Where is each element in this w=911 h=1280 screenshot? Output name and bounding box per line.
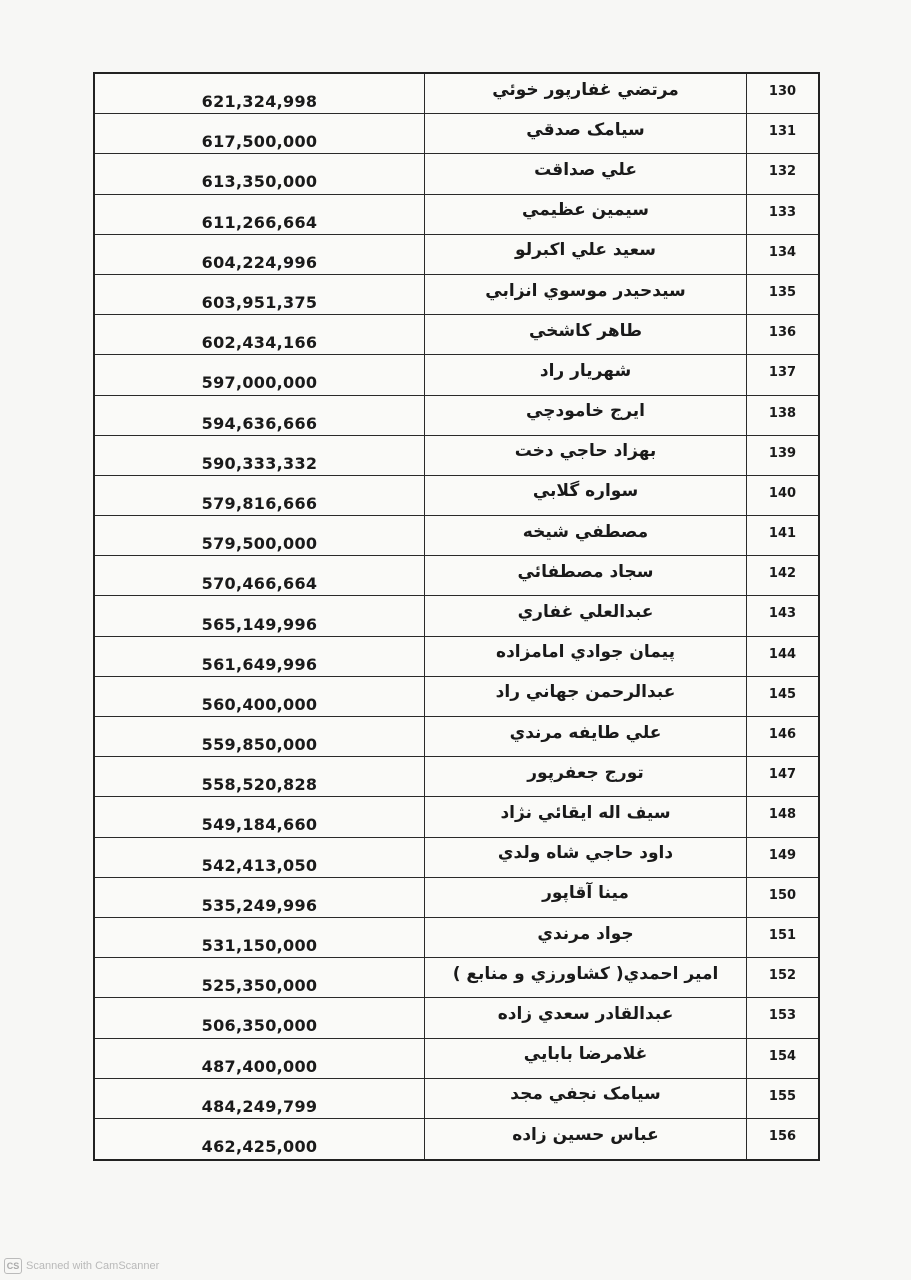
row-number-cell: 140 [768, 485, 797, 501]
amount-cell: 603,951,375 [95, 275, 425, 314]
row-number-cell: 156 [768, 1128, 797, 1144]
table-row [95, 596, 818, 636]
amount-cell: 579,816,666 [95, 476, 425, 515]
name-cell: شهريار راد [425, 355, 747, 394]
amount-cell: 590,333,332 [95, 436, 425, 475]
table-row [95, 1039, 818, 1079]
name-cell: عباس حسين زاده [425, 1119, 747, 1159]
amount-cell: 549,184,660 [95, 797, 425, 836]
name-cell: امير احمدي( کشاورزي و منابع ) [425, 958, 747, 997]
name-cell: سيف اله ايقائي نژاد [425, 797, 747, 836]
name-cell: سواره گلابي [425, 476, 747, 515]
table-row [95, 918, 818, 958]
row-number-cell: 133 [768, 204, 797, 220]
amount-cell: 531,150,000 [95, 918, 425, 957]
row-number-cell: 150 [768, 887, 797, 903]
amount-cell: 558,520,828 [95, 757, 425, 796]
row-number-cell: 147 [768, 767, 797, 783]
table-row [95, 958, 818, 998]
row-number-cell: 136 [768, 325, 797, 341]
row-number-cell: 134 [768, 244, 797, 260]
amount-cell: 617,500,000 [95, 114, 425, 153]
table-row [95, 74, 818, 114]
table-row [95, 1119, 818, 1159]
name-cell: مصطفي شيخه [425, 516, 747, 555]
amount-cell: 613,350,000 [95, 154, 425, 193]
name-cell: علي طايفه مرندي [425, 717, 747, 756]
name-cell: جواد مرندي [425, 918, 747, 957]
table-row [95, 195, 818, 235]
name-cell: سيامک نجفي مجد [425, 1079, 747, 1118]
name-cell: مرتضي غفارپور خوئي [425, 74, 747, 113]
row-number-cell: 132 [768, 164, 797, 180]
name-cell: پيمان جوادي امامزاده [425, 637, 747, 676]
row-number-cell: 139 [768, 445, 797, 461]
table-row [95, 516, 818, 556]
table-row [95, 637, 818, 677]
row-number-cell: 149 [768, 847, 797, 863]
name-cell: ايرج خامودچي [425, 396, 747, 435]
amount-cell: 621,324,998 [95, 74, 425, 113]
name-cell: عبدالرحمن جهاني راد [425, 677, 747, 716]
table-row [95, 355, 818, 395]
row-number-cell: 148 [768, 807, 797, 823]
row-number-cell: 154 [768, 1048, 797, 1064]
table-row [95, 396, 818, 436]
name-cell: سيدحيدر موسوي انزابي [425, 275, 747, 314]
table-row [95, 838, 818, 878]
camscanner-logo-icon: CS [4, 1258, 22, 1274]
table-row [95, 677, 818, 717]
name-cell: بهزاد حاجي دخت [425, 436, 747, 475]
row-number-cell: 144 [768, 646, 797, 662]
amount-cell: 560,400,000 [95, 677, 425, 716]
amount-cell: 542,413,050 [95, 838, 425, 877]
name-cell: سيامک صدقي [425, 114, 747, 153]
row-number-cell: 153 [768, 1008, 797, 1024]
table-row [95, 717, 818, 757]
table-row [95, 998, 818, 1038]
table-row [95, 315, 818, 355]
name-cell: طاهر کاشخي [425, 315, 747, 354]
name-cell: داود حاجي شاه ولدي [425, 838, 747, 877]
amount-cell: 579,500,000 [95, 516, 425, 555]
amount-cell: 525,350,000 [95, 958, 425, 997]
row-number-cell: 142 [768, 566, 797, 582]
row-number-cell: 131 [768, 124, 797, 140]
table-row [95, 114, 818, 154]
name-cell: مينا آقاپور [425, 878, 747, 917]
table-row [95, 235, 818, 275]
row-number-cell: 141 [768, 526, 797, 542]
table-row [95, 797, 818, 837]
amount-cell: 559,850,000 [95, 717, 425, 756]
name-cell: تورج جعفرپور [425, 757, 747, 796]
amount-cell: 602,434,166 [95, 315, 425, 354]
amount-cell: 484,249,799 [95, 1079, 425, 1118]
amount-cell: 487,400,000 [95, 1039, 425, 1078]
scanner-watermark [4, 1258, 159, 1274]
row-number-cell: 155 [768, 1088, 797, 1104]
table-row [95, 1079, 818, 1119]
row-number-cell: 146 [768, 727, 797, 742]
amount-cell: 570,466,664 [95, 556, 425, 595]
data-table [93, 72, 820, 1161]
table-row [95, 476, 818, 516]
name-cell: سعيد علي اکبرلو [425, 235, 747, 274]
amount-cell: 506,350,000 [95, 998, 425, 1037]
table-row [95, 878, 818, 918]
row-number-cell: 145 [768, 686, 797, 702]
watermark-text: Scanned with CamScanner [26, 1260, 160, 1272]
table-row [95, 436, 818, 476]
amount-cell: 594,636,666 [95, 396, 425, 435]
amount-cell: 604,224,996 [95, 235, 425, 274]
name-cell: سيمين عظيمي [425, 195, 747, 234]
row-number-cell: 130 [768, 84, 797, 99]
amount-cell: 611,266,664 [95, 195, 425, 234]
table-row [95, 154, 818, 194]
table-row [95, 275, 818, 315]
amount-cell: 597,000,000 [95, 355, 425, 394]
name-cell: عبدالقادر سعدي زاده [425, 998, 747, 1037]
row-number-cell: 152 [768, 968, 797, 984]
name-cell: غلامرضا بابايي [425, 1039, 747, 1078]
amount-cell: 535,249,996 [95, 878, 425, 917]
amount-cell: 565,149,996 [95, 596, 425, 635]
amount-cell: 561,649,996 [95, 637, 425, 676]
row-number-cell: 151 [768, 927, 797, 943]
row-number-cell: 138 [768, 405, 797, 421]
row-number-cell: 137 [768, 365, 797, 381]
name-cell: عبدالعلي غفاري [425, 596, 747, 635]
row-number-cell: 135 [768, 284, 797, 300]
name-cell: علي صداقت [425, 154, 747, 193]
amount-cell: 462,425,000 [95, 1119, 425, 1159]
name-cell: سجاد مصطفائي [425, 556, 747, 595]
row-number-cell: 143 [768, 606, 797, 622]
table-row [95, 556, 818, 596]
table-row [95, 757, 818, 797]
